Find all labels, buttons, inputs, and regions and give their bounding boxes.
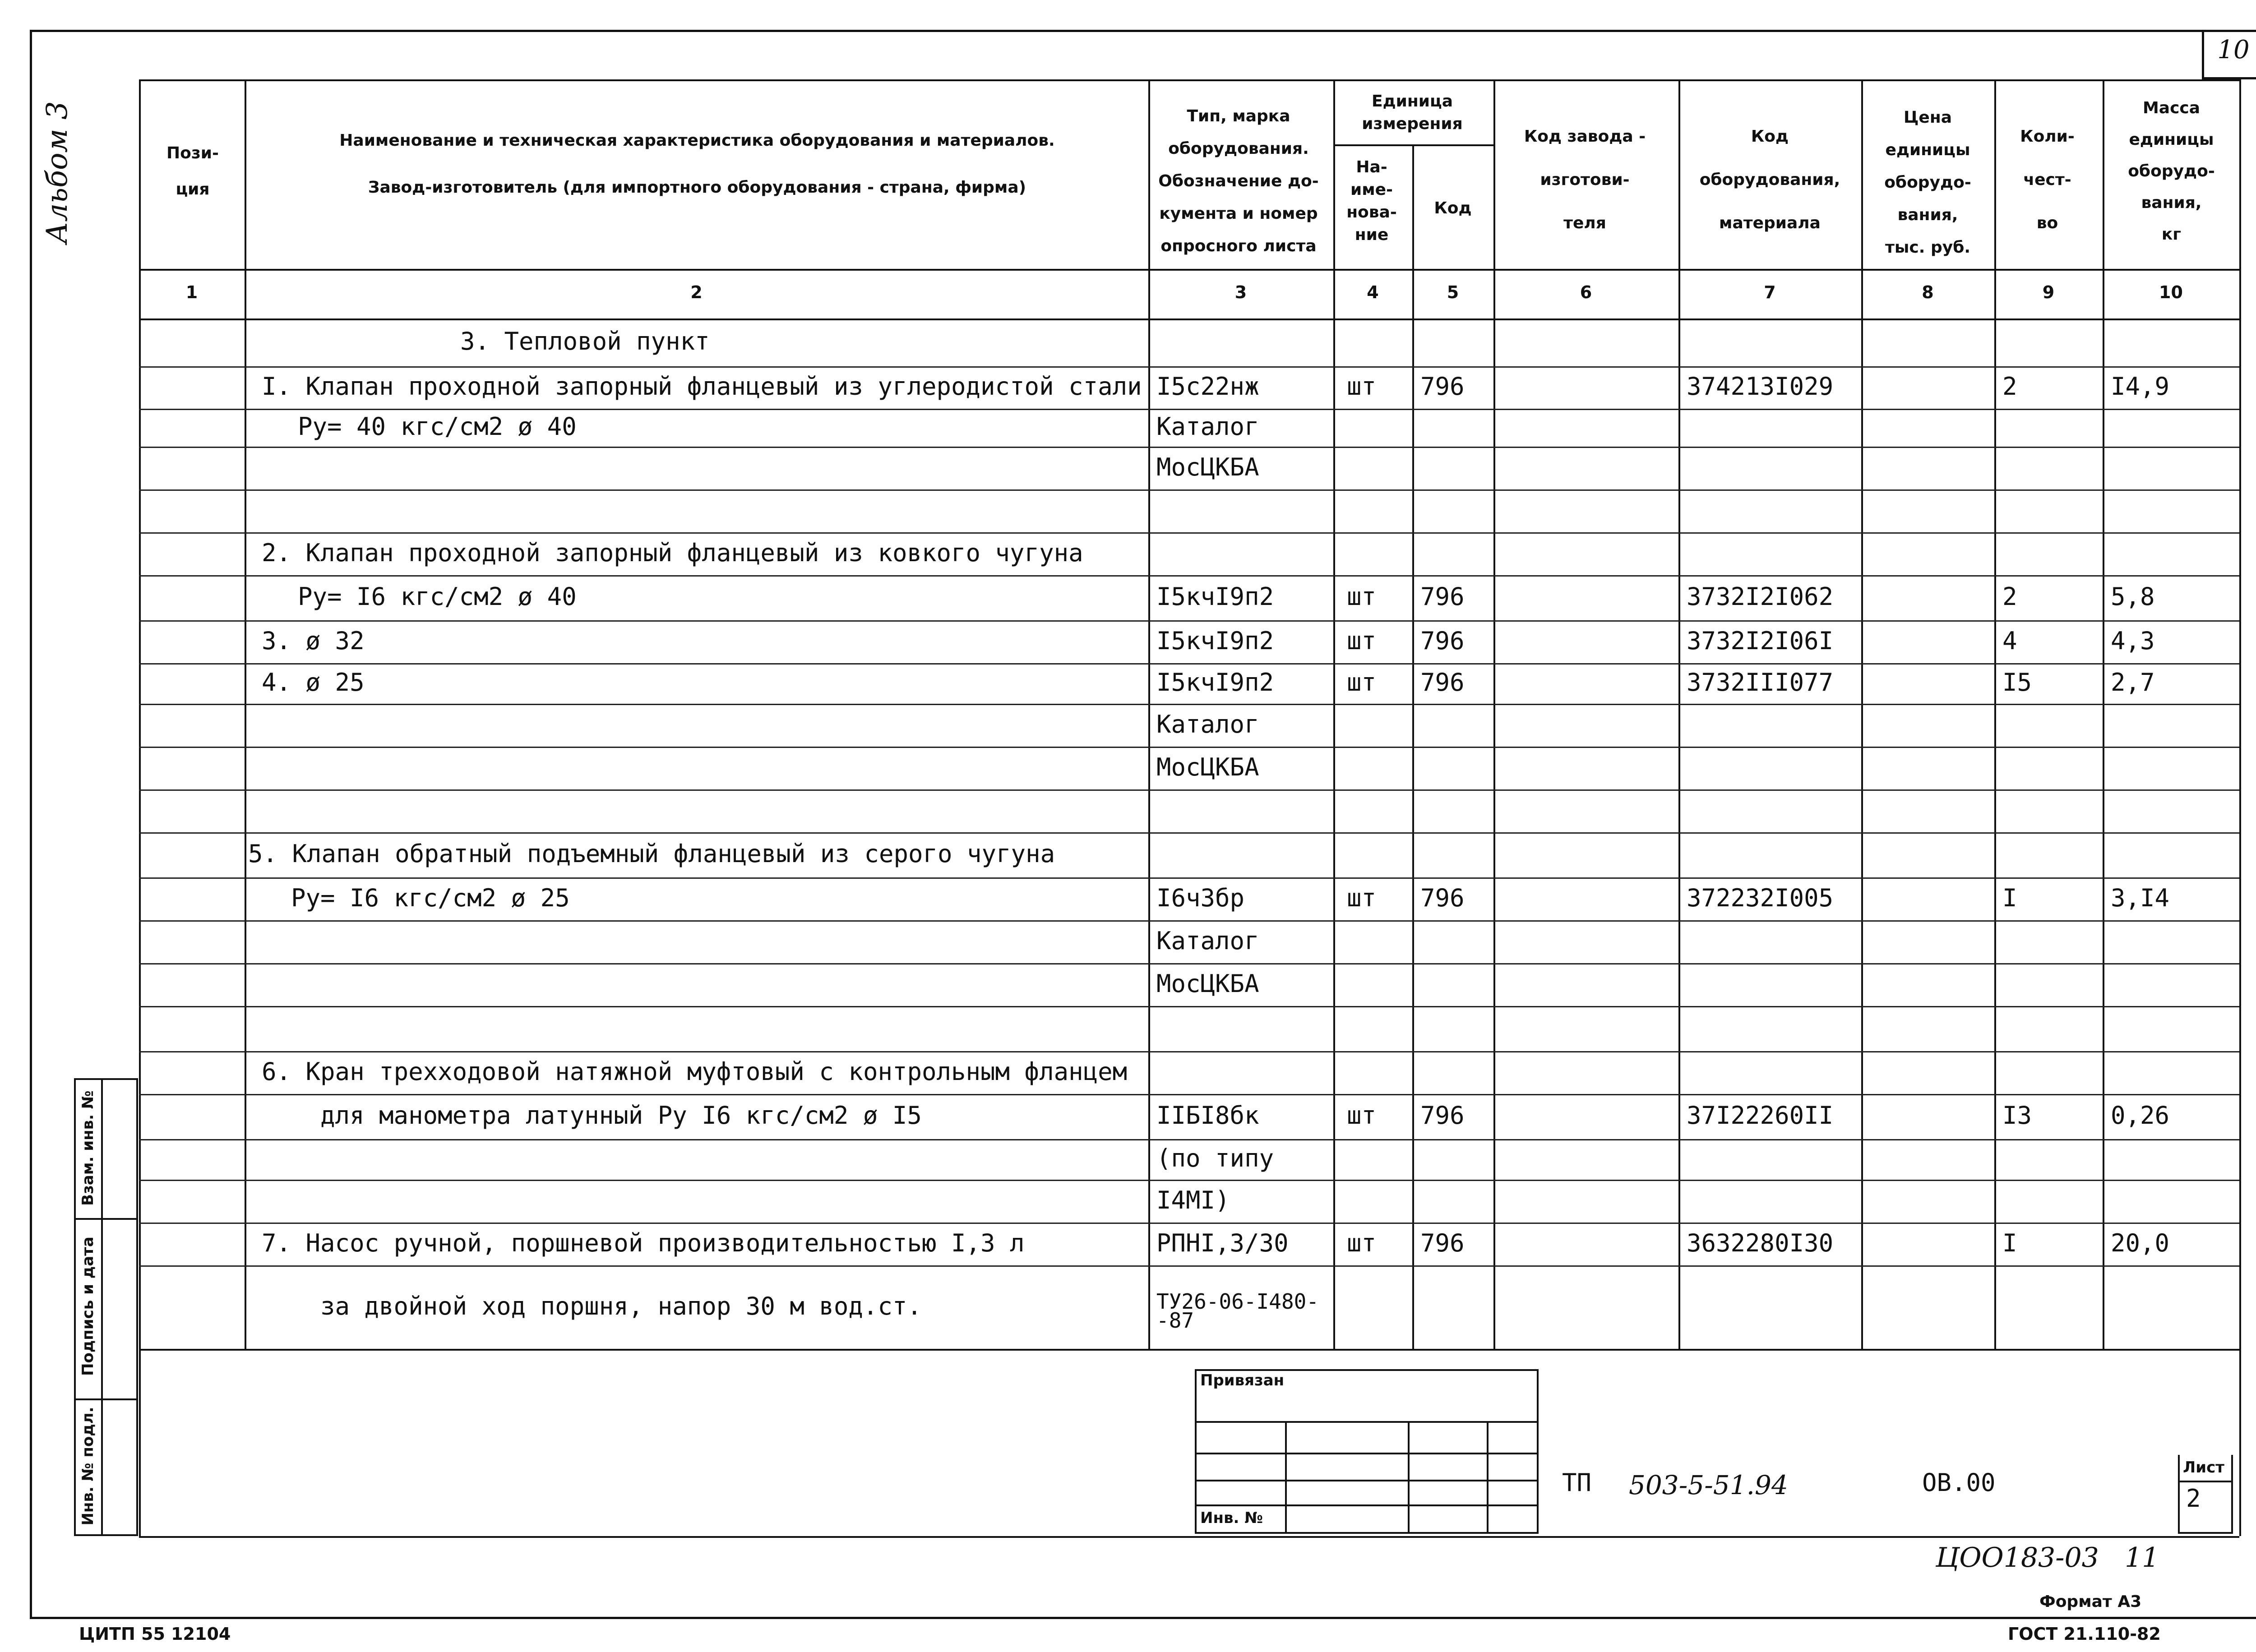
row-cell-c9: 2 (2002, 372, 2017, 401)
column-number-line (139, 318, 2239, 320)
row-cell-c3: (по типу (1156, 1144, 1274, 1172)
row-cell-c5: 796 (1420, 626, 1465, 655)
footer-left: ЦИТП 55 12104 (79, 1624, 231, 1644)
row-cell-c10: 2,7 (2111, 668, 2155, 697)
row-cell-c10: I4,9 (2111, 372, 2170, 401)
album-label: Альбом 3 (41, 101, 74, 244)
row-line (139, 663, 2239, 664)
row-cell-c7: 372232I005 (1687, 883, 1834, 912)
stamp-vzam-inv: Взам. инв. № (79, 1090, 97, 1206)
row-cell-c3: I4МI) (1156, 1186, 1230, 1214)
header-name-line1: Наименование и техническая характеристика оборудования и материалов. (339, 131, 1055, 150)
header-bottom-line (139, 269, 2239, 271)
sheet-box-line (2178, 1481, 2233, 1482)
row-cell-c9: 2 (2002, 582, 2017, 611)
sheet-frame (30, 30, 2256, 1619)
doc-code: ОВ.00 (1922, 1468, 1996, 1497)
row-cell-c3: ТУ26-06-I480- -87 (1156, 1289, 1319, 1333)
column-line (1994, 79, 1996, 1349)
format-label: Формат А3 (2039, 1592, 2142, 1611)
row-cell-c3: I5кчI9п2 (1156, 582, 1274, 611)
row-cell-c3: Каталог (1156, 710, 1259, 738)
row-cell-c4: шт (1347, 668, 1377, 697)
row-cell-c10: 4,3 (2111, 626, 2155, 655)
row-line (139, 1265, 2239, 1267)
row-cell-c10: 0,26 (2111, 1101, 2170, 1130)
row-cell-c3: МосЦКБА (1156, 452, 1259, 481)
row-cell-c5: 796 (1420, 1228, 1465, 1257)
footer-gost: ГОСТ 21.110-82 (2008, 1624, 2161, 1644)
row-cell-c7: 374213I029 (1687, 372, 1834, 401)
row-cell-c9: I3 (2002, 1101, 2032, 1130)
row-line (139, 747, 2239, 748)
row-cell-c3: I6ч3бр (1156, 883, 1245, 912)
row-cell-c9: 4 (2002, 626, 2017, 655)
row-cell-c2: 4. ø 25 (262, 668, 365, 697)
row-cell-c10: 5,8 (2111, 582, 2155, 611)
header-name-line2: Завод-изготовитель (для импортного оборудования - страна, фирма) (368, 178, 1026, 197)
privyazan-divider (1487, 1421, 1489, 1534)
side-stamp-line (74, 1218, 138, 1220)
header-unit-code: Код (1434, 199, 1472, 217)
column-line (1148, 79, 1150, 1349)
column-line (2239, 79, 2241, 1536)
header-equipment-code: Код оборудования, материала (1699, 127, 1840, 232)
row-cell-c3: Каталог (1156, 412, 1259, 441)
stamp-inv-podl: Инв. № подл. (79, 1407, 97, 1526)
row-cell-c2: 6. Кран трехходовой натяжной муфтовый с контрольным фланцем (262, 1057, 1128, 1086)
column-number: 2 (690, 282, 703, 302)
row-cell-c3: МосЦКБА (1156, 752, 1259, 781)
row-cell-c7: 3732I2I06I (1687, 626, 1834, 655)
row-line (139, 1180, 2239, 1181)
row-line (139, 489, 2239, 491)
table-bottom-line (139, 1536, 2239, 1538)
header-type: Тип, марка оборудования. Обозначение до- кумента и номер опросного листа (1158, 107, 1319, 255)
privyazan-divider (1408, 1421, 1410, 1534)
column-number: 9 (2042, 282, 2055, 302)
header-position: Пози- ция (166, 144, 219, 198)
row-cell-c10: 3,I4 (2111, 883, 2170, 912)
header-price: Цена единицы оборудо- вания, тыс. руб. (1884, 108, 1971, 257)
column-number: 8 (1922, 282, 1934, 302)
inv-no-label: Инв. № (1200, 1509, 1263, 1527)
sheet-label: Лист (2183, 1458, 2224, 1477)
doc-prefix: ТП (1562, 1468, 1592, 1497)
row-line (139, 920, 2239, 922)
row-line (139, 532, 2239, 534)
row-cell-c9: I (2002, 883, 2017, 912)
row-cell-c7: 3732III077 (1687, 668, 1834, 697)
row-cell-c2: I. Клапан проходной запорный фланцевый из углеродистой стали (262, 372, 1142, 401)
column-number: 4 (1367, 282, 1379, 302)
row-line (139, 1139, 2239, 1140)
stamp-podpis-data: Подпись и дата (79, 1237, 97, 1376)
row-line (139, 1006, 2239, 1007)
header-quantity: Коли- чест- во (2020, 127, 2075, 232)
row-cell-c3: I5кчI9п2 (1156, 626, 1274, 655)
header-unit: Единица измерения (1362, 92, 1463, 133)
row-cell-c9: I5 (2002, 668, 2032, 697)
row-cell-c7: 37I22260II (1687, 1101, 1834, 1130)
side-stamp-divider (101, 1078, 103, 1536)
body-bottom-line (139, 1349, 2239, 1351)
column-number: 5 (1447, 282, 1459, 302)
sheet-value: 2 (2186, 1484, 2201, 1513)
column-line (2103, 79, 2104, 1349)
unit-subheader-line (1333, 144, 1493, 146)
column-number: 1 (185, 282, 198, 302)
handwritten-code: ЦОО183-03 11 (1936, 1542, 2159, 1574)
row-cell-c2: Ру= 40 кгс/см2 ø 40 (298, 412, 577, 441)
header-mass: Масса единицы оборудо- вания, кг (2128, 99, 2215, 244)
row-cell-c7: 3632280I30 (1687, 1228, 1834, 1257)
row-line (139, 704, 2239, 705)
column-line (1861, 79, 1863, 1349)
corner-number: 10 (2217, 35, 2250, 65)
row-cell-c2: 2. Клапан проходной запорный фланцевый из ковкого чугуна (262, 538, 1083, 567)
row-line (139, 409, 2239, 410)
row-cell-c5: 796 (1420, 582, 1465, 611)
table-top-line (139, 79, 2239, 81)
row-cell-c2: 7. Насос ручной, поршневой производительностью I,3 л (262, 1228, 1025, 1257)
row-line (139, 832, 2239, 834)
header-unit-name: На- име- нова- ние (1346, 158, 1397, 244)
row-cell-c2: за двойной ход поршня, напор 30 м вод.ст. (320, 1292, 922, 1320)
row-cell-c3: МосЦКБА (1156, 969, 1259, 998)
column-line (1333, 79, 1335, 1349)
row-cell-c9: I (2002, 1228, 2017, 1257)
row-line (139, 963, 2239, 964)
column-number: 7 (1764, 282, 1776, 302)
row-cell-c3: IIБI8бк (1156, 1101, 1259, 1130)
row-cell-c4: шт (1347, 626, 1377, 655)
row-line (139, 366, 2239, 368)
row-cell-c2: Ру= I6 кгс/см2 ø 25 (291, 883, 570, 912)
row-cell-c4: шт (1347, 1101, 1377, 1130)
row-cell-c3: РПНI,3/30 (1156, 1228, 1289, 1257)
row-cell-c7: 3732I2I062 (1687, 582, 1834, 611)
row-cell-c4: шт (1347, 372, 1377, 401)
row-line (139, 1094, 2239, 1095)
row-line (139, 575, 2239, 577)
column-line (1678, 79, 1680, 1349)
column-number: 6 (1580, 282, 1592, 302)
row-line (139, 877, 2239, 879)
row-cell-c3: I5кчI9п2 (1156, 668, 1274, 697)
row-cell-c2: 5. Клапан обратный подъемный фланцевый из серого чугуна (248, 840, 1055, 868)
row-cell-c5: 796 (1420, 883, 1465, 912)
row-cell-c5: 796 (1420, 1101, 1465, 1130)
row-line (139, 620, 2239, 622)
doc-number: 503-5-51.94 (1629, 1470, 1788, 1500)
row-cell-c4: шт (1347, 582, 1377, 611)
row-cell-c2: 3. Тепловой пункт (460, 327, 710, 355)
row-cell-c5: 796 (1420, 372, 1465, 401)
row-cell-c2: для манометра латунный Ру I6 кгс/см2 ø I5 (320, 1101, 922, 1130)
row-cell-c4: шт (1347, 883, 1377, 912)
row-line (139, 1051, 2239, 1052)
row-cell-c2: 3. ø 32 (262, 626, 365, 655)
column-line (245, 79, 246, 1349)
row-line (139, 447, 2239, 448)
row-cell-c10: 20,0 (2111, 1228, 2170, 1257)
privyazan-label: Привязан (1200, 1371, 1285, 1389)
column-line (1412, 79, 1414, 1349)
header-factory-code: Код завода - изготови- теля (1524, 127, 1646, 232)
privyazan-divider (1285, 1421, 1287, 1534)
row-cell-c2: Ру= I6 кгс/см2 ø 40 (298, 582, 577, 611)
column-line (1493, 79, 1495, 1349)
column-number: 3 (1234, 282, 1247, 302)
row-cell-c3: Каталог (1156, 926, 1259, 955)
row-cell-c4: шт (1347, 1228, 1377, 1257)
column-number: 10 (2159, 282, 2183, 302)
row-line (139, 789, 2239, 791)
row-line (139, 1223, 2239, 1224)
row-cell-c5: 796 (1420, 668, 1465, 697)
row-cell-c3: I5с22нж (1156, 372, 1259, 401)
